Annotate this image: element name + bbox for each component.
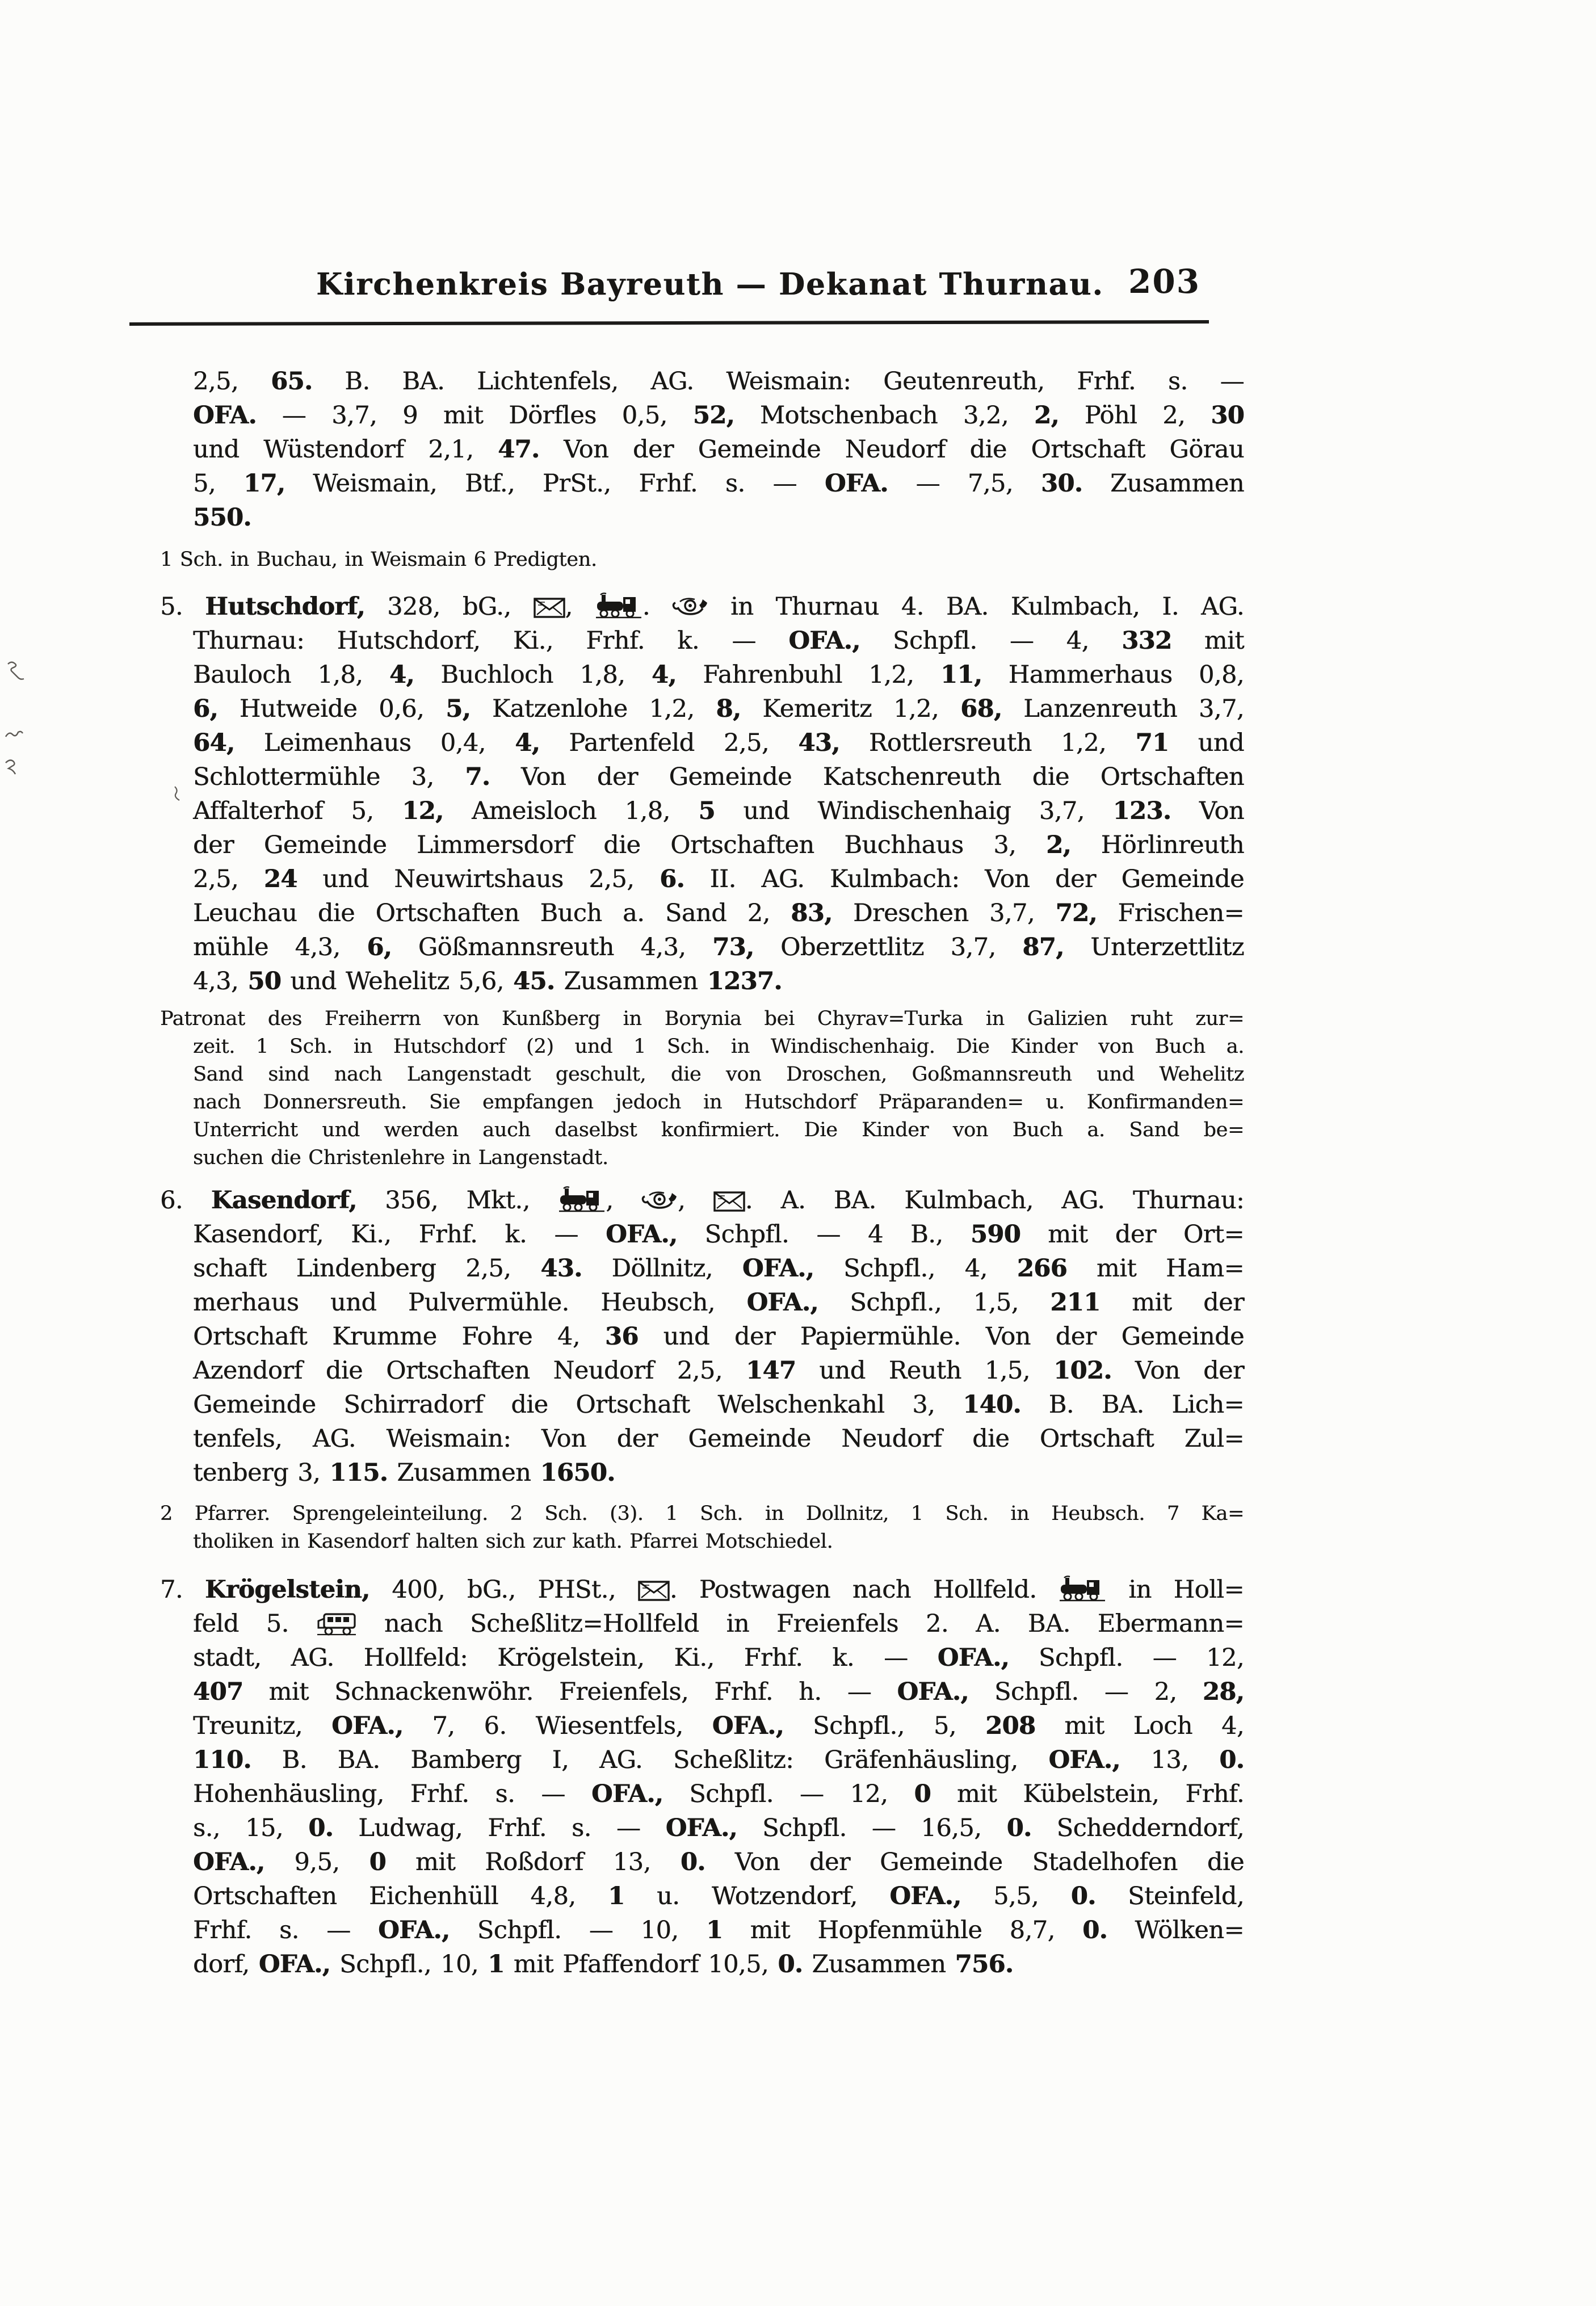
- bold-text-run: 110.: [193, 1746, 251, 1774]
- text-line: [193, 726, 1244, 760]
- text-run: stadt, AG. Hollfeld: Krögelstein, Ki., Frhf. k. —: [193, 1644, 938, 1672]
- text-run: Rottlersreuth 1,2,: [839, 729, 1136, 757]
- text-run: Zusammen: [555, 967, 707, 996]
- bold-text-run: 115.: [329, 1459, 388, 1487]
- bold-text-run: 211: [1050, 1288, 1101, 1317]
- text-run: Schpfl., 5,: [783, 1712, 985, 1740]
- bold-text-run: 140.: [963, 1391, 1021, 1419]
- text-run: . Postwagen nach Hollfeld.: [669, 1576, 1059, 1604]
- text-run: in Thurnau 4. BA. Kulmbach, I. AG.: [708, 593, 1245, 621]
- text-run: Treunitz,: [193, 1712, 332, 1740]
- bus-icon: [316, 1611, 357, 1636]
- text-run: Gößmannsreuth 4,3,: [392, 933, 713, 961]
- train-icon: [1059, 1576, 1106, 1602]
- text-run: Leuchau die Ortschaften Buch a. Sand 2,: [193, 899, 791, 927]
- text-run: Ameisloch 1,8,: [443, 797, 699, 825]
- text-run: 5,: [193, 469, 243, 498]
- text-run: Buchloch 1,8,: [414, 661, 652, 689]
- text-line: [193, 501, 1244, 535]
- footnote-line: [160, 546, 1244, 574]
- text-run: nach Scheßlitz=Hollfeld in Freienfels 2. A. BA. Ebermann=: [356, 1610, 1244, 1638]
- text-run: mit: [1171, 627, 1245, 655]
- bold-text-run: 6.: [659, 865, 684, 893]
- text-line: [193, 467, 1244, 501]
- text-line: [193, 692, 1244, 726]
- text-line: [193, 624, 1244, 658]
- text-line: [193, 1845, 1244, 1879]
- pencil-margin-mark: [5, 660, 25, 683]
- text-run: Schpfl. — 12,: [1009, 1644, 1244, 1672]
- text-run: Dreschen 3,7,: [832, 899, 1056, 927]
- text-line: [193, 1947, 1244, 1981]
- bold-text-run: 4,: [389, 661, 414, 689]
- text-run: Azendorf die Ortschaften Neudorf 2,5,: [193, 1356, 746, 1385]
- train-icon: [595, 593, 642, 619]
- text-line: [193, 1811, 1244, 1845]
- text-run: und: [1169, 729, 1245, 757]
- continued-entry-paragraph: [193, 364, 1244, 535]
- text-run: tenfels, AG. Weismain: Von der Gemeinde Neudorf die Ortschaft Zul=: [193, 1425, 1244, 1453]
- text-run: der Gemeinde Limmersdorf die Ortschaften Buchhaus 3,: [193, 831, 1047, 859]
- bold-text-run: 5: [698, 797, 715, 825]
- pencil-margin-mark: [3, 757, 20, 776]
- bold-text-run: OFA.,: [665, 1814, 737, 1842]
- text-line: [193, 1777, 1244, 1811]
- bold-text-run: 0.: [308, 1814, 333, 1842]
- text-line: [193, 1320, 1244, 1354]
- text-run: 4,3,: [193, 967, 248, 996]
- bold-text-run: 4,: [515, 729, 540, 757]
- bold-text-run: 6,: [367, 933, 392, 961]
- envelope-icon: [713, 1191, 745, 1212]
- bold-text-run: 0: [914, 1780, 931, 1808]
- text-run: in Holl=: [1106, 1576, 1244, 1604]
- entry-6-kasendorf: [160, 1183, 1245, 1490]
- bold-text-run: Krögelstein,: [204, 1576, 370, 1604]
- text-run: Unterzettlitz: [1064, 933, 1244, 961]
- bold-text-run: 0: [369, 1848, 386, 1876]
- text-run: Zusammen: [388, 1459, 540, 1487]
- text-run: 7, 6. Wiesentfels,: [403, 1712, 712, 1740]
- bold-text-run: OFA.,: [897, 1678, 969, 1706]
- bold-text-run: 0.: [1070, 1882, 1096, 1910]
- page-header-title: Kirchenkreis Bayreuth — Dekanat Thurnau.: [316, 267, 1104, 302]
- text-run: Fahrenbuhl 1,2,: [676, 661, 940, 689]
- text-run: und der Papiermühle. Von der Gemeinde: [638, 1322, 1244, 1351]
- text-run: Frischen=: [1097, 899, 1244, 927]
- text-run: — 3,7, 9 mit Dörfles 0,5,: [256, 401, 693, 430]
- bold-text-run: 1: [705, 1916, 723, 1944]
- bold-text-run: 83,: [791, 899, 833, 927]
- text-line: [193, 1354, 1244, 1388]
- text-run: Ludwag, Frhf. s. —: [333, 1814, 666, 1842]
- text-run: . A. BA. Kulmbach, AG. Thurnau:: [745, 1186, 1245, 1215]
- text-run: 13,: [1120, 1746, 1220, 1774]
- bold-text-run: 0.: [1006, 1814, 1032, 1842]
- footnote-line: [193, 1116, 1244, 1144]
- text-run: Schpfl. — 12,: [663, 1780, 914, 1808]
- text-run: Schpfl., 1,5,: [818, 1288, 1051, 1317]
- text-run: tholiken in Kasendorf halten sich zur kath. Pfarrei Motschiedel.: [193, 1530, 833, 1553]
- text-run: Schlottermühle 3,: [193, 763, 465, 791]
- text-run: und Neuwirtshaus 2,5,: [297, 865, 660, 893]
- text-run: Hörlinreuth: [1070, 831, 1244, 859]
- bold-text-run: 47.: [498, 435, 540, 464]
- text-run: Zusammen: [1082, 469, 1244, 498]
- text-line: [193, 1388, 1244, 1422]
- text-run: und Reuth 1,5,: [796, 1356, 1053, 1385]
- text-line: [193, 1217, 1244, 1251]
- text-run: Schpfl. — 10,: [450, 1916, 706, 1944]
- page-number: 203: [1128, 262, 1201, 301]
- text-line: [193, 1251, 1244, 1286]
- text-run: mühle 4,3,: [193, 933, 367, 961]
- posthorn-icon: [672, 596, 708, 619]
- bold-text-run: 30: [1211, 401, 1244, 430]
- text-run: Thurnau: Hutschdorf, Ki., Frhf. k. —: [193, 627, 789, 655]
- text-run: tenberg 3,: [193, 1459, 330, 1487]
- text-run: Von der: [1111, 1356, 1244, 1385]
- text-run: suchen die Christenlehre in Langenstadt.: [193, 1146, 608, 1169]
- text-run: mit Kübelstein, Frhf.: [930, 1780, 1244, 1808]
- bold-text-run: OFA.,: [331, 1712, 404, 1740]
- text-run: Schedderndorf,: [1031, 1814, 1244, 1842]
- bold-text-run: 0.: [1219, 1746, 1244, 1774]
- bold-text-run: 756.: [955, 1950, 1014, 1979]
- text-run: Lanzenreuth 3,7,: [1002, 695, 1244, 723]
- text-line: [193, 1286, 1244, 1320]
- text-line: [160, 1183, 1244, 1217]
- text-run: Schpfl. — 4 B.,: [677, 1220, 971, 1249]
- text-line: [193, 794, 1244, 828]
- text-run: 2,5,: [193, 367, 271, 396]
- pencil-margin-mark: [5, 726, 24, 742]
- bold-text-run: 30.: [1040, 469, 1083, 498]
- text-run: schaft Lindenberg 2,5,: [193, 1254, 541, 1283]
- text-run: mit Loch 4,: [1035, 1712, 1244, 1740]
- bold-text-run: 11,: [940, 661, 982, 689]
- text-run: Schpfl., 4,: [814, 1254, 1017, 1283]
- bold-text-run: OFA.,: [788, 627, 860, 655]
- text-run: mit Roßdorf 13,: [385, 1848, 681, 1876]
- text-line: [193, 1879, 1244, 1913]
- bold-text-run: 36: [604, 1322, 639, 1351]
- text-line: [193, 1743, 1244, 1777]
- bold-text-run: 208: [985, 1712, 1036, 1740]
- entry-5-hutschdorf: [160, 590, 1245, 998]
- envelope-icon: [638, 1580, 670, 1602]
- text-line: [193, 1709, 1244, 1743]
- bold-text-run: OFA.,: [889, 1882, 961, 1910]
- bold-text-run: 1650.: [540, 1459, 615, 1487]
- bold-text-run: 71: [1135, 729, 1169, 757]
- footnote-line: [160, 1500, 1244, 1528]
- text-run: Schpfl. — 2,: [968, 1678, 1203, 1706]
- bold-text-run: 1: [488, 1950, 505, 1979]
- bold-text-run: 6,: [193, 695, 218, 723]
- text-run: Döllnitz,: [582, 1254, 742, 1283]
- footnote-line: [160, 1005, 1244, 1033]
- text-run: Schpfl., 10,: [330, 1950, 488, 1979]
- text-run: und Windischenhaig 3,7,: [715, 797, 1113, 825]
- text-line: [193, 398, 1244, 432]
- header-rule: [129, 320, 1209, 326]
- text-run: Kemeritz 1,2,: [741, 695, 960, 723]
- text-run: Von der Gemeinde Stadelhofen die: [705, 1848, 1244, 1876]
- text-line: [193, 1641, 1244, 1675]
- bold-text-run: 5,: [446, 695, 471, 723]
- bold-text-run: 64,: [193, 729, 235, 757]
- text-line: [193, 964, 1244, 998]
- text-run: 2,5,: [193, 865, 264, 893]
- bold-text-run: 2,: [1034, 401, 1059, 430]
- text-run: 1 Sch. in Buchau, in Weismain 6 Predigten.: [160, 548, 597, 571]
- bold-text-run: Hutschdorf,: [205, 593, 365, 621]
- bold-text-run: 2,: [1046, 831, 1071, 859]
- posthorn-icon: [641, 1190, 678, 1212]
- text-run: 7.: [160, 1576, 205, 1604]
- text-run: Von der Gemeinde Katschenreuth die Ortschaften: [490, 763, 1244, 791]
- bold-text-run: 87,: [1022, 933, 1064, 961]
- bold-text-run: 123.: [1112, 797, 1171, 825]
- bold-text-run: OFA.,: [937, 1644, 1009, 1672]
- bold-text-run: OFA.,: [1048, 1746, 1120, 1774]
- text-run: 5.: [160, 593, 205, 621]
- text-run: nach Donnersreuth. Sie empfangen jedoch in Hutschdorf Präparanden= u. Konfirmanden=: [193, 1091, 1244, 1114]
- text-run: 356, Mkt.,: [356, 1186, 558, 1215]
- text-run: B. BA. Bamberg I, AG. Scheßlitz: Gräfenhäusling,: [251, 1746, 1049, 1774]
- footnote-1: [160, 546, 1244, 574]
- footnote-line: [193, 1528, 1244, 1556]
- text-run: Partenfeld 2,5,: [539, 729, 799, 757]
- bold-text-run: 0.: [1082, 1916, 1107, 1944]
- bold-text-run: 43.: [540, 1254, 582, 1283]
- text-run: 400, bG., PHSt.,: [369, 1576, 638, 1604]
- text-line: [193, 1913, 1244, 1947]
- bold-text-run: 407: [193, 1678, 243, 1706]
- text-run: Hohenhäusling, Frhf. s. —: [193, 1780, 591, 1808]
- text-run: .: [642, 593, 672, 621]
- text-run: 2 Pfarrer. Sprengeleinteilung. 2 Sch. (3). 1 Sch. in Dollnitz, 1 Sch. in Heubsch. 7 Ka=: [160, 1502, 1244, 1525]
- text-run: 6.: [160, 1186, 211, 1215]
- bold-text-run: 8,: [716, 695, 741, 723]
- text-run: mit der Ort=: [1020, 1220, 1245, 1249]
- train-icon: [558, 1186, 606, 1212]
- text-line: [160, 1573, 1244, 1607]
- text-line: [193, 930, 1244, 964]
- bold-text-run: 266: [1017, 1254, 1067, 1283]
- bold-text-run: 4,: [651, 661, 677, 689]
- text-run: 5,5,: [961, 1882, 1071, 1910]
- bold-text-run: 0.: [680, 1848, 705, 1876]
- text-run: Gemeinde Schirradorf die Ortschaft Welschenkahl 3,: [193, 1391, 963, 1419]
- text-run: B. BA. Lich=: [1020, 1391, 1244, 1419]
- text-run: — 7,5,: [888, 469, 1041, 498]
- bold-text-run: 28,: [1202, 1678, 1245, 1706]
- bold-text-run: 17,: [243, 469, 285, 498]
- text-line: [160, 590, 1244, 624]
- bold-text-run: 0.: [778, 1950, 803, 1979]
- bold-text-run: 1237.: [707, 967, 782, 996]
- text-run: zeit. 1 Sch. in Hutschdorf (2) und 1 Sch. in Windischenhaig. Die Kinder von Buch a.: [193, 1035, 1244, 1058]
- text-run: Hutweide 0,6,: [217, 695, 446, 723]
- text-run: ,: [606, 1186, 642, 1215]
- footnote-line: [193, 1144, 1244, 1172]
- text-run: mit Schnackenwöhr. Freienfels, Frhf. h. —: [243, 1678, 897, 1706]
- text-line: [193, 1675, 1244, 1709]
- bold-text-run: OFA.,: [746, 1288, 818, 1317]
- text-line: [193, 1456, 1244, 1490]
- text-run: s., 15,: [193, 1814, 309, 1842]
- bold-text-run: 1: [608, 1882, 625, 1910]
- pencil-margin-mark: [170, 784, 185, 803]
- footnote-2: [160, 1500, 1244, 1556]
- bold-text-run: 45.: [513, 967, 555, 996]
- text-run: Kasendorf, Ki., Frhf. k. —: [193, 1220, 606, 1249]
- text-run: Schpfl. — 16,5,: [737, 1814, 1007, 1842]
- text-line: [193, 432, 1244, 467]
- text-line: [193, 896, 1244, 930]
- bold-text-run: 550.: [193, 503, 251, 532]
- text-run: Unterricht und werden auch daselbst konfirmiert. Die Kinder von Buch a. Sand be=: [193, 1119, 1244, 1141]
- text-run: Frhf. s. —: [193, 1916, 379, 1944]
- bold-text-run: Kasendorf,: [211, 1186, 357, 1215]
- text-run: Von der Gemeinde Neudorf die Ortschaft Görau: [539, 435, 1244, 464]
- text-run: mit Pfaffendorf 10,5,: [504, 1950, 778, 1979]
- text-run: mit Hopfenmühle 8,7,: [723, 1916, 1083, 1944]
- bold-text-run: 102.: [1053, 1356, 1112, 1385]
- bold-text-run: 72,: [1055, 899, 1097, 927]
- text-line: [193, 828, 1244, 862]
- bold-text-run: OFA.: [824, 469, 888, 498]
- text-run: dorf,: [193, 1950, 259, 1979]
- text-run: u. Wotzendorf,: [624, 1882, 890, 1910]
- text-run: Leimenhaus 0,4,: [234, 729, 515, 757]
- text-run: Ortschaften Eichenhüll 4,8,: [193, 1882, 608, 1910]
- text-run: Zusammen: [803, 1950, 955, 1979]
- text-run: ,: [565, 593, 595, 621]
- footnote-line: [193, 1089, 1244, 1116]
- text-run: Steinfeld,: [1095, 1882, 1244, 1910]
- bold-text-run: 24: [263, 865, 297, 893]
- text-run: Weismain, Btf., PrSt., Frhf. s. —: [285, 469, 825, 498]
- entry-7-kroegelstein: [160, 1573, 1245, 1981]
- text-run: Schpfl. — 4,: [860, 627, 1122, 655]
- bold-text-run: 43,: [798, 729, 840, 757]
- text-run: Patronat des Freiherrn von Kunßberg in Borynia bei Chyrav=Turka in Galizien ruht zur=: [160, 1007, 1244, 1030]
- footnote-line: [193, 1033, 1244, 1061]
- bold-text-run: OFA.,: [742, 1254, 814, 1283]
- bold-text-run: OFA.: [193, 401, 257, 430]
- bold-text-run: OFA.,: [712, 1712, 784, 1740]
- text-run: Pöhl 2,: [1059, 401, 1211, 430]
- bold-text-run: 73,: [712, 933, 754, 961]
- text-line: [193, 364, 1244, 398]
- text-run: Ortschaft Krumme Fohre 4,: [193, 1322, 605, 1351]
- text-line: [193, 862, 1244, 896]
- text-run: Von: [1171, 797, 1244, 825]
- bold-text-run: 147: [745, 1356, 796, 1385]
- text-run: Motschenbach 3,2,: [734, 401, 1034, 430]
- footnote-patronat: [160, 1005, 1244, 1172]
- bold-text-run: OFA.,: [258, 1950, 330, 1979]
- bold-text-run: OFA.,: [606, 1220, 678, 1249]
- bold-text-run: 52,: [692, 401, 734, 430]
- text-run: ,: [678, 1186, 713, 1215]
- text-run: mit Ham=: [1066, 1254, 1244, 1283]
- text-run: 9,5,: [264, 1848, 369, 1876]
- bold-text-run: 590: [970, 1220, 1020, 1249]
- text-run: Affalterhof 5,: [193, 797, 402, 825]
- text-run: mit der: [1100, 1288, 1245, 1317]
- text-column: [160, 364, 1245, 1981]
- text-run: Katzenlohe 1,2,: [471, 695, 716, 723]
- text-run: B. BA. Lichtenfels, AG. Weismain: Geutenreuth, Frhf. s. —: [312, 367, 1244, 396]
- text-line: [193, 658, 1244, 692]
- bold-text-run: OFA.,: [193, 1848, 265, 1876]
- text-run: Bauloch 1,8,: [193, 661, 389, 689]
- bold-text-run: OFA.,: [591, 1780, 663, 1808]
- envelope-icon: [534, 597, 565, 619]
- text-run: II. AG. Kulmbach: Von der Gemeinde: [684, 865, 1244, 893]
- text-run: Wölken=: [1107, 1916, 1244, 1944]
- text-run: 328, bG.,: [364, 593, 534, 621]
- bold-text-run: 50: [247, 967, 282, 996]
- bold-text-run: 68,: [960, 695, 1002, 723]
- text-line: [193, 1422, 1244, 1456]
- bold-text-run: 332: [1122, 627, 1172, 655]
- text-run: und Wehelitz 5,6,: [281, 967, 513, 996]
- text-run: merhaus und Pulvermühle. Heubsch,: [193, 1288, 747, 1317]
- text-line: [193, 760, 1244, 794]
- text-run: und Wüstendorf 2,1,: [193, 435, 498, 464]
- text-line: [193, 1607, 1244, 1641]
- text-run: Hammerhaus 0,8,: [982, 661, 1244, 689]
- bold-text-run: 12,: [402, 797, 444, 825]
- text-run: Oberzettlitz 3,7,: [754, 933, 1023, 961]
- bold-text-run: 7.: [465, 763, 490, 791]
- bold-text-run: 65.: [270, 367, 313, 396]
- text-run: feld 5.: [193, 1610, 316, 1638]
- footnote-line: [193, 1061, 1244, 1089]
- bold-text-run: OFA.,: [378, 1916, 450, 1944]
- text-run: Sand sind nach Langenstadt geschult, die von Droschen, Goßmannsreuth und Wehelitz: [193, 1063, 1244, 1086]
